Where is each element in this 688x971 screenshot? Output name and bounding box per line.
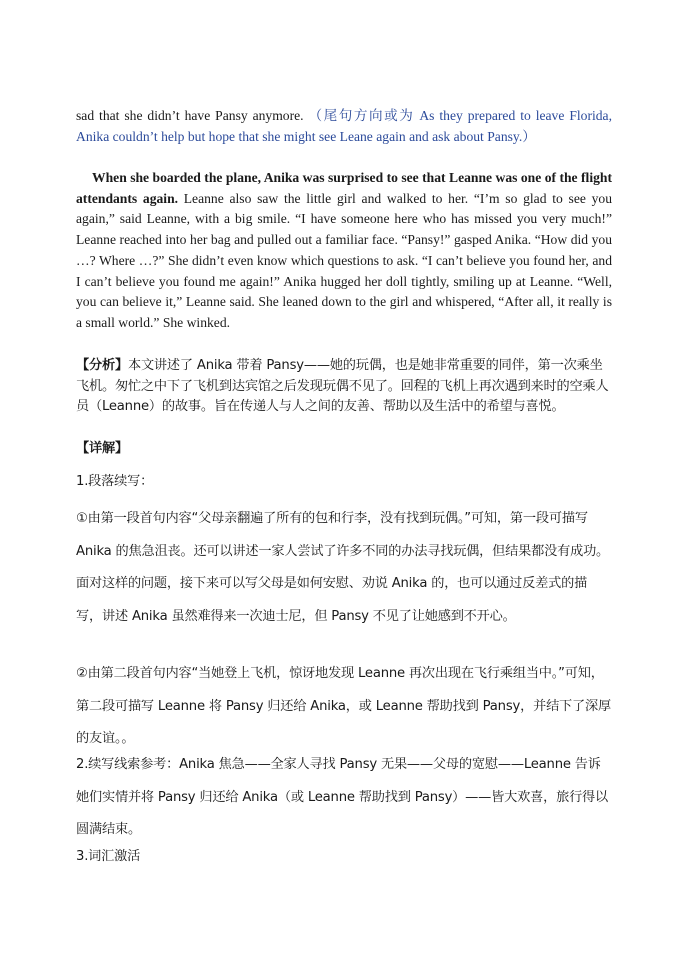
section-2-clues: 2.续写线索参考：Anika 焦急——全家人寻找 Pansy 无果——父母的宽慰——Leanne 告诉她们实情并将 Pansy 归还给 Anika（或 Leanne 帮助找到 Pansy）——皆大欢喜，旅行得以圆满结束。 [76, 757, 609, 838]
paragraph-text: Leanne also saw the little girl and walked to her. “I’m so glad to see you again,” said Leanne, with a big smile. “I have someone here who has missed you very much!” Leanne reached into her bag and pulled out a familiar face. “Pansy!” gasped Anika. “How did you …? Where …?” She didn’t even know which questions to ask. “I can’t believe you found her, and I can’t believe you found me again!” Anika hugged her doll tightly, smiling up at Leanne. “Well, you can believe it,” Leanne said. She leaned down to the girl and whispered, “After all, it really is a small world.” She winked. [76, 190, 612, 330]
section-3-title: 3.词汇激活 [76, 849, 141, 864]
section-1-point-2: ②由第二段首句内容“当她登上飞机，惊讶地发现 Leanne 再次出现在飞行乘组当中。”可知，第二段可描写 Leanne 将 Pansy 归还给 Anika，或 Leanne 帮助找到 Pansy，并结下了深厚的友谊。。 [76, 666, 612, 747]
section-1-point-1: ①由第一段首句内容“父母亲翻遍了所有的包和行李，没有找到玩偶。”可知，第一段可描写 Anika 的焦急沮丧。还可以讲述一家人尝试了许多不同的办法寻找玩偶，但结果都没有成功。面对这样的问题，接下来可以写父母是如何安慰、劝说 Anika 的，也可以通过反差式的描写，讲述 Anika 虽然难得来一次迪士尼，但 Pansy 不见了让她感到不开心。 [76, 511, 610, 625]
paragraph-ending-note [76, 106, 612, 147]
analysis-label: 【分析】 [76, 358, 128, 373]
ending-direction-note: （尾句方向或为 As they prepared to leave Florida, Anika couldn’t help but hope that she might see Leane again and ask about Pansy.） [76, 108, 612, 144]
paragraph-lead-sentence: When she boarded the plane, Anika was surprised to see that Leanne was one of the flight attendants again. [76, 170, 612, 206]
detail-label: 【详解】 [76, 441, 128, 456]
analysis-section [76, 356, 612, 418]
paragraph-text: sad that she didn’t have Pansy anymore. [76, 108, 309, 123]
section-1-title: 1.段落续写： [76, 474, 154, 489]
paragraph-continuation [76, 168, 612, 334]
analysis-text: 本文讲述了 Anika 带着 Pansy——她的玩偶，也是她非常重要的同伴，第一次乘坐飞机。匆忙之中下了飞机到达宾馆之后发现玩偶不见了。回程的飞机上再次遇到来时的空乘人员（Leanne）的故事。旨在传递人与人之间的友善、帮助以及生活中的希望与喜悦。 [76, 358, 609, 414]
